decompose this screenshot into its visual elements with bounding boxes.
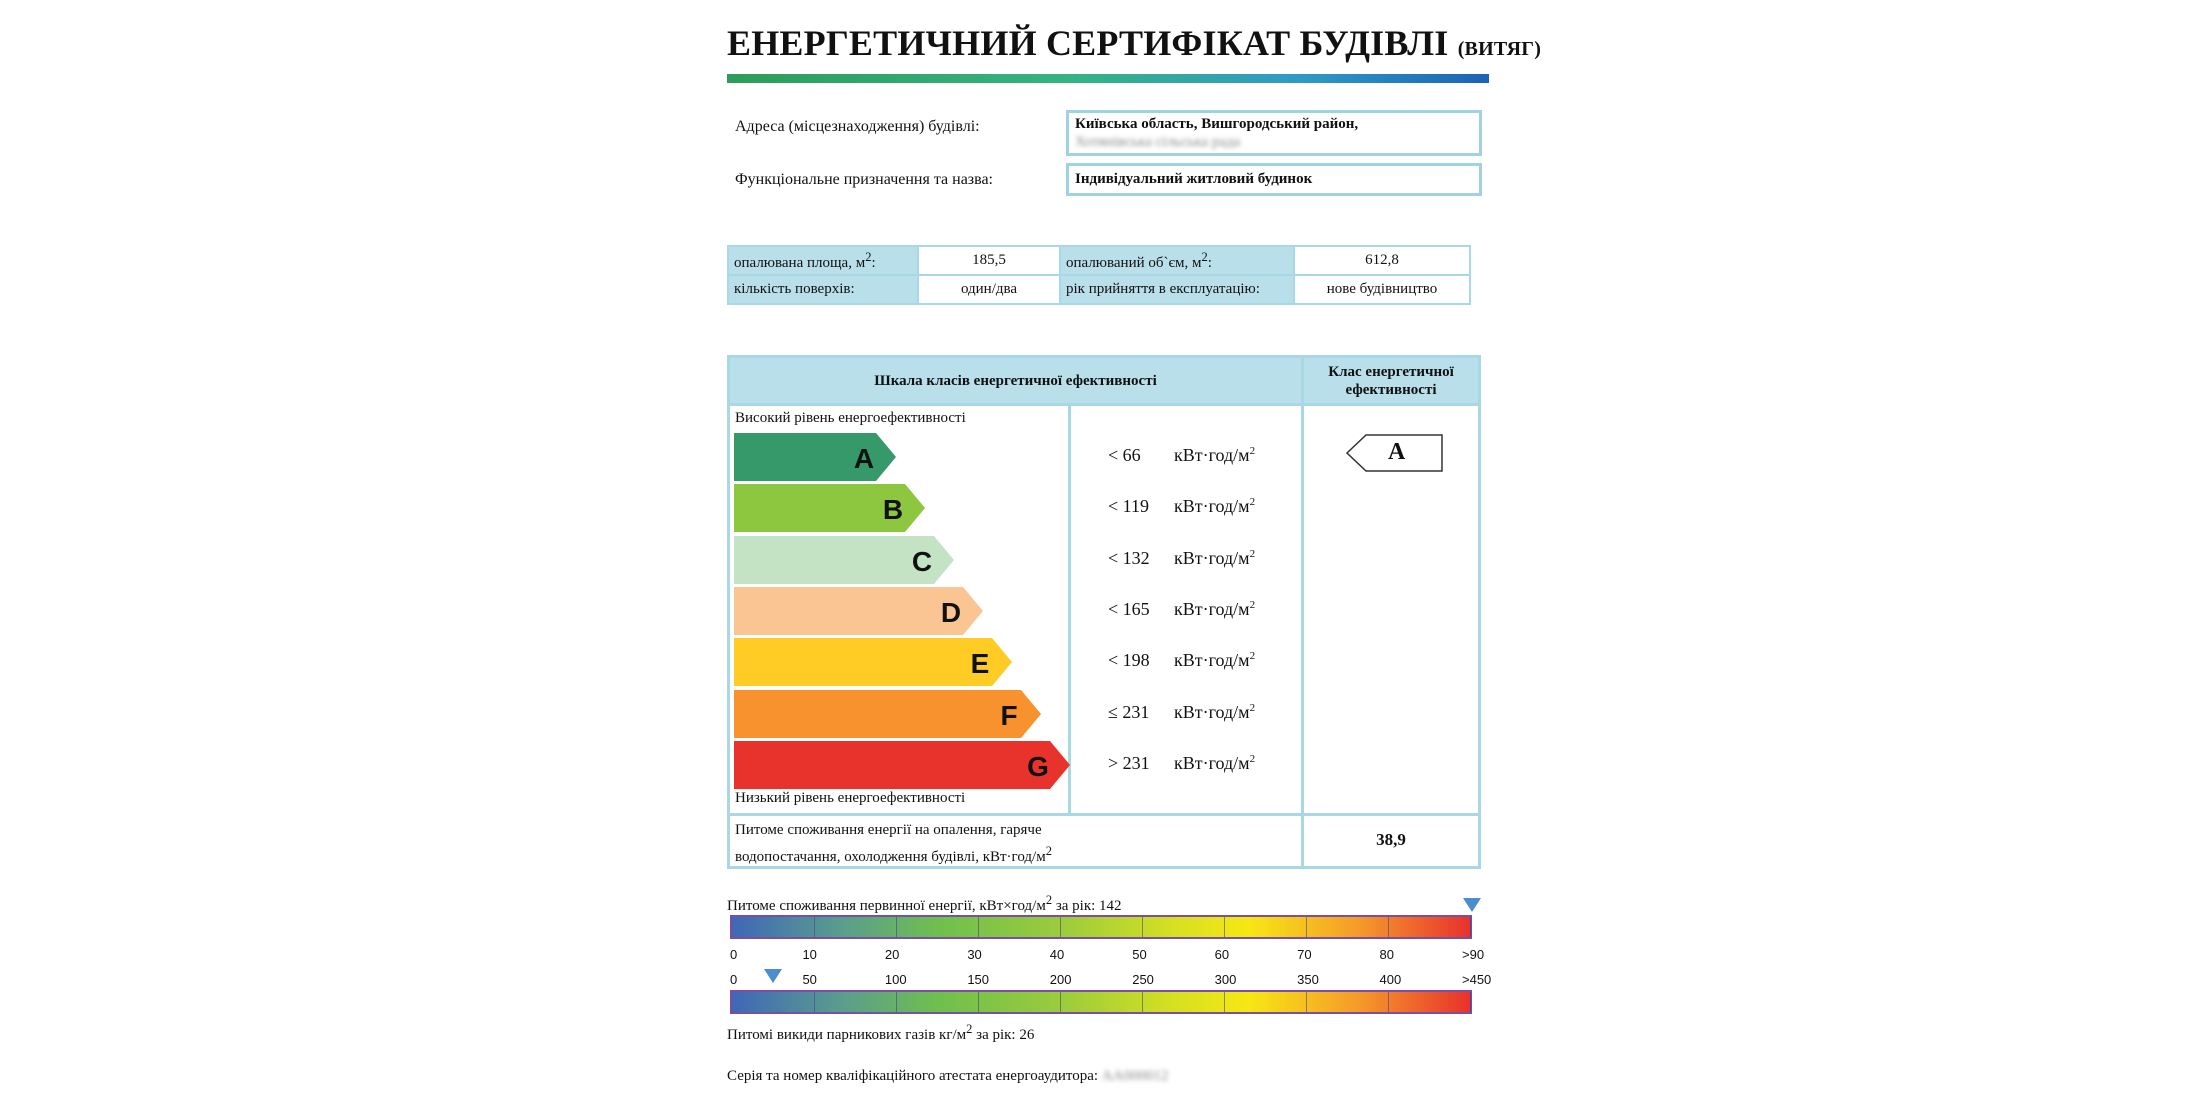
scale-tick-label: 50	[1132, 947, 1147, 962]
heated-area-value: 185,5	[918, 246, 1060, 275]
title-main: ЕНЕРГЕТИЧНИЙ СЕРТИФІКАТ БУДІВЛІ	[727, 23, 1449, 63]
scale-tick	[1224, 917, 1225, 937]
class-bar-b	[734, 484, 929, 532]
class-bar-letter: E	[970, 648, 990, 680]
class-bar-shape	[734, 690, 1041, 738]
class-range-c	[1108, 547, 1256, 569]
scale-tick-label: 350	[1297, 972, 1319, 987]
scale-tick	[1142, 992, 1143, 1012]
class-range-value: < 119	[1108, 496, 1149, 517]
scale-tick	[814, 992, 815, 1012]
class-bar-g	[734, 741, 1074, 789]
scale-tick-label: 100	[884, 972, 907, 987]
purpose-box	[1066, 163, 1482, 196]
class-range-unit: $кВт\cdot год/м^2$	[1174, 547, 1256, 568]
class-range-e	[1108, 650, 1256, 671]
primary-energy-scale-bar	[730, 915, 1472, 939]
class-bar-letter: F	[1000, 699, 1018, 731]
auditor-line	[727, 1068, 1168, 1085]
class-range-value: < 165	[1108, 598, 1150, 619]
heated-volume-value: 612,8	[1294, 246, 1470, 275]
address-line2: Хотянівська сільська рада	[1075, 134, 1241, 150]
scale-tick-label: 250	[1132, 972, 1154, 987]
consumption-value: 38,9	[1376, 830, 1406, 849]
class-range-b	[1108, 496, 1256, 517]
class-bar-letter: A	[853, 443, 875, 474]
scale-tick-label: 60	[1214, 947, 1230, 962]
title-underline	[727, 74, 1489, 83]
ghg-scale-bar	[730, 990, 1472, 1014]
scale-tick-label: 40	[1049, 947, 1065, 962]
heated-area-label: опалювана площа, $м^2$:	[728, 246, 918, 275]
class-range-value: ≤ 231	[1108, 701, 1150, 722]
class-bar-letter: D	[940, 596, 962, 628]
certificate-title	[727, 22, 1541, 64]
address-line1: Київська область, Вишгородський район,	[1075, 116, 1359, 132]
scale-tick	[896, 992, 897, 1012]
primary-energy-marker	[1463, 898, 1481, 912]
class-range-f	[1108, 701, 1256, 723]
scale-tick	[1224, 992, 1225, 1012]
building-params-table	[727, 245, 1471, 305]
class-bar-e	[734, 638, 1016, 686]
scale-tick-label: 80	[1379, 947, 1395, 962]
scale-tick	[814, 917, 815, 937]
class-range-value: < 132	[1108, 547, 1150, 568]
scale-tick	[1142, 917, 1143, 937]
ghg-label: Питомі викиди парникових газів $кг/м^2$ за рік: 26	[727, 1022, 1035, 1043]
scale-tick	[1306, 917, 1307, 937]
scale-tick-label: 300	[1214, 972, 1237, 987]
purpose-label: Функціональне призначення та назва:	[735, 171, 993, 188]
scale-tick	[1470, 992, 1471, 1012]
scale-tick-label: 30	[967, 947, 982, 962]
class-range-unit: $кВт\cdot год/м^2$	[1174, 496, 1256, 517]
scale-tick	[1470, 917, 1471, 937]
address-label: Адреса (місцезнаходження) будівлі:	[735, 118, 980, 135]
scale-header-left: Шкала класів енергетичної ефективності	[730, 358, 1301, 404]
divider	[1301, 358, 1304, 866]
heated-volume-label: опалюваний об`єм, $м^2$:	[1060, 246, 1294, 275]
class-bar-shape	[734, 741, 1070, 789]
class-range-unit: $кВт\cdot год/м^2$	[1174, 701, 1256, 722]
scale-tick	[1388, 992, 1389, 1012]
consumption-label: Питоме споживання енергії на опалення, гаряче водопостачання, охолодження будівлі, $кВт\cdot год/м^2$	[735, 822, 1052, 865]
class-bar-letter: C	[911, 545, 933, 577]
class-range-unit: $кВт\cdot год/м^2$	[1174, 598, 1256, 619]
year-value: нове будівництво	[1294, 275, 1470, 304]
ghg-marker	[764, 969, 782, 983]
class-range-value: > 231	[1108, 752, 1150, 773]
scale-tick-label: 70	[1297, 947, 1312, 962]
scale-tick-label: 0	[730, 972, 738, 987]
scale-tick-label: 200	[1049, 972, 1072, 987]
class-range-value: < 198	[1108, 650, 1150, 671]
auditor-number: АА000012	[1101, 1068, 1169, 1084]
scale-header-right: Клас енергетичної ефективності	[1304, 358, 1478, 404]
class-range-d	[1108, 598, 1256, 620]
primary-energy-label: Питоме споживання первинної енергії, $кВт\times год/м^2$ за рік: 142	[727, 893, 1122, 914]
scale-tick-label: 400	[1379, 972, 1402, 987]
class-bar-a	[734, 433, 900, 481]
scale-tick	[978, 992, 979, 1012]
class-bar-letter: G	[1027, 750, 1049, 782]
divider	[730, 403, 1478, 406]
class-range-unit: $кВт\cdot год/м^2$	[1174, 752, 1256, 773]
title-suffix: (ВИТЯГ)	[1457, 38, 1542, 60]
address-box	[1066, 110, 1482, 156]
high-efficiency-label: Високий рівень енергоефективності	[735, 410, 966, 426]
auditor-label: Серія та номер кваліфікаційного атестата енергоаудитора:	[727, 1068, 1099, 1084]
purpose-value: Індивідуальний житловий будинок	[1075, 171, 1313, 187]
scale-tick-label: >450	[1462, 972, 1492, 987]
class-bar-c	[734, 536, 958, 584]
scale-tick	[1060, 992, 1061, 1012]
scale-tick-label: >90	[1462, 947, 1485, 962]
floors-value: один/два	[918, 275, 1060, 304]
scale-tick	[978, 917, 979, 937]
divider	[730, 813, 1478, 816]
scale-tick-label: 50	[802, 972, 817, 987]
low-efficiency-label: Низький рівень енергоефективності	[735, 790, 966, 806]
scale-tick-label: 150	[967, 972, 990, 987]
scale-tick	[1060, 917, 1061, 937]
class-range-unit: $кВт\cdot год/м^2$	[1174, 445, 1256, 465]
scale-tick-label: 10	[802, 947, 817, 962]
class-bar-f	[734, 690, 1045, 738]
class-range-value: < 66	[1108, 445, 1141, 465]
year-label: рік прийняття в експлуатацію:	[1060, 275, 1294, 304]
class-bar-letter: B	[882, 494, 904, 526]
scale-tick-label: 0	[730, 947, 738, 962]
floors-label: кількість поверхів:	[728, 275, 918, 304]
class-range-unit: $кВт\cdot год/м^2$	[1174, 650, 1256, 671]
class-range-a	[1108, 445, 1256, 466]
building-class-value: A	[1388, 439, 1406, 465]
scale-tick	[896, 917, 897, 937]
class-bar-d	[734, 587, 987, 635]
class-range-g	[1108, 752, 1256, 774]
scale-tick-label: 20	[884, 947, 900, 962]
scale-tick	[1306, 992, 1307, 1012]
scale-tick	[1388, 917, 1389, 937]
